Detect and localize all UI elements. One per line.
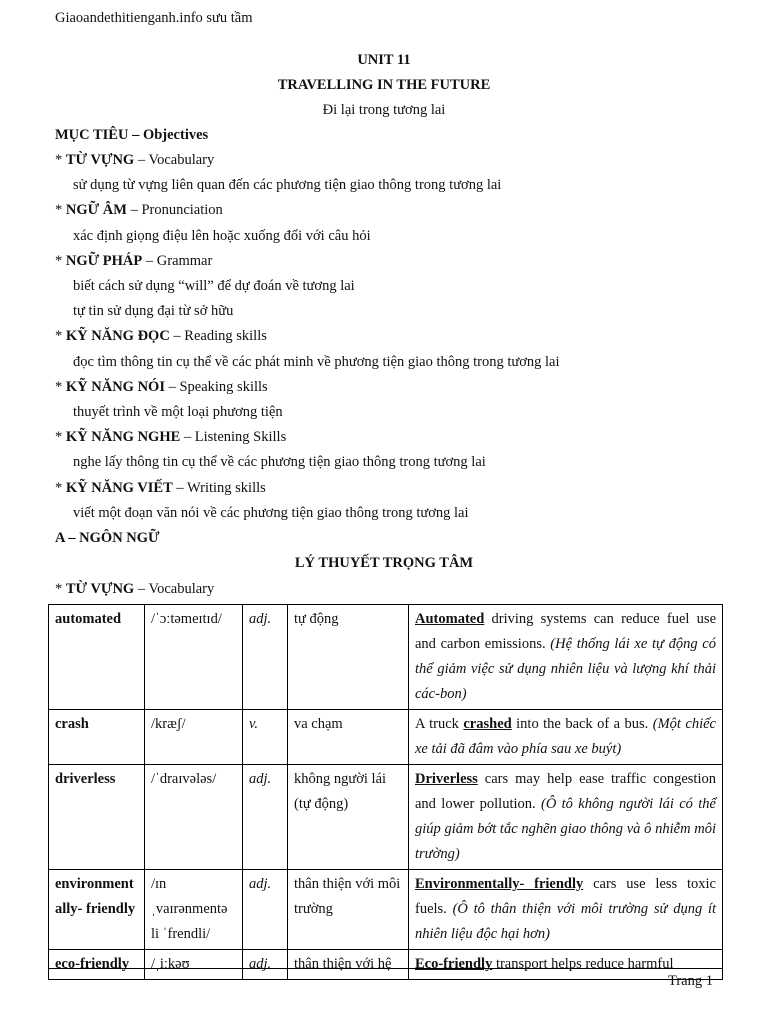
objective-english: Reading skills [184,328,267,345]
example-prefix: A truck [415,716,464,732]
example-keyword: crashed [463,716,512,732]
unit-subtitle: Đi lại trong tương lai [322,102,446,118]
vocab-meaning: va chạm [288,710,409,765]
objective-detail: xác định giọng điệu lên hoặc xuống đối với câu hỏi [73,227,371,244]
page-number: Trang 1 [668,973,713,989]
objective-english: Grammar [156,252,213,269]
example-sentence: cars may help ease traffic congestion and lower pollution. [415,771,716,812]
section-a-heading: A – NGÔN NGỮ [55,530,160,546]
objective-label: NGỮ PHÁP [65,252,143,269]
vocab-meaning: thân thiện với môi trường [288,870,409,950]
objective-item: * NGỮ PHÁP – Grammar [55,252,213,269]
vocab-part-of-speech: adj. [243,950,288,980]
vocab-row [49,765,723,870]
example-translation: (Hệ thống lái xe tự động có thể giảm việc sử dụng nhiên liệu và lượng khí thải các-bon) [415,636,716,702]
vocab-word: environment ally- friendly [49,870,145,950]
objectives-heading: MỤC TIÊU – Objectives [55,127,209,143]
vocab-example [409,710,723,765]
vocab-part-of-speech: adj. [243,870,288,950]
objective-detail: biết cách sử dụng “will” để dự đoán về tương lai [73,278,355,294]
vocab-meaning: tự động [288,605,409,710]
unit-label: UNIT 11 [357,52,411,68]
example-sentence: transport helps reduce harmful [492,956,674,972]
vocab-row [49,605,723,710]
objective-english: Vocabulary [148,152,215,168]
vocab-heading: * TỪ VỰNG – Vocabulary [55,581,215,597]
objective-english: Speaking skills [179,378,268,395]
objective-item: * KỸ NĂNG NÓI – Speaking skills [55,378,268,395]
vocab-word: driverless [49,765,145,870]
example-keyword: Environmentally- friendly [415,876,584,892]
objective-english: Listening Skills [194,429,287,446]
vocab-row [49,870,723,950]
objective-label: KỸ NĂNG NÓI [65,378,165,395]
vocabulary-table [48,604,723,980]
vocab-meaning: thân thiện với hệ [288,950,409,980]
example-translation: (Một chiếc xe tải đã đâm vào phía sau xe buýt) [415,716,716,757]
vocab-ipa: /ˈdraɪvələs/ [145,765,243,870]
objective-item: * NGỮ ÂM – Pronunciation [55,202,223,219]
vocab-word: automated [49,605,145,710]
objective-detail: sử dụng từ vựng liên quan đến các phương tiện giao thông trong tương lai [73,177,502,194]
objective-detail: nghe lấy thông tin cụ thể về các phương tiện giao thông trong tương lai [73,454,486,471]
theory-title: LÝ THUYẾT TRỌNG TÂM [294,555,474,571]
objective-item: * TỪ VỰNG – Vocabulary [55,152,215,168]
objective-label: KỸ NĂNG ĐỌC [65,328,170,345]
objective-detail: tự tin sử dụng đại từ sở hữu [73,303,234,320]
vocab-ipa: /ˈɔːtəmeɪtɪd/ [145,605,243,710]
objective-label: NGỮ ÂM [65,202,127,219]
example-sentence: driving systems can reduce fuel use and carbon emissions. [415,611,716,652]
unit-title: TRAVELLING IN THE FUTURE [277,77,491,93]
example-sentence: cars use less toxic fuels. [415,876,716,917]
vocab-ipa: /kræʃ/ [145,710,243,765]
vocab-part-of-speech: adj. [243,605,288,710]
objective-item: * KỸ NĂNG VIẾT – Writing skills [55,479,266,496]
vocab-part-of-speech: v. [243,710,288,765]
objective-detail: thuyết trình về một loại phương tiện [73,404,283,420]
page-header: Giaoandethitienganh.info sưu tầm [55,10,253,26]
vocab-row [49,950,723,980]
vocab-example [409,765,723,870]
objective-item: * KỸ NĂNG NGHE – Listening Skills [55,429,287,446]
vocab-part-of-speech: adj. [243,765,288,870]
objective-english: Writing skills [187,479,266,496]
example-keyword: Driverless [415,771,478,787]
vocab-heading-en: Vocabulary [148,581,215,597]
vocab-heading-label: TỪ VỰNG [65,581,135,597]
vocab-meaning: không người lái (tự động) [288,765,409,870]
example-translation: (Ô tô không người lái có thể giúp giảm bớt tắc nghẽn giao thông và ô nhiễm môi trường) [415,796,716,862]
vocab-example [409,870,723,950]
example-translation: (Ô tô thân thiện với môi trường sử dụng ít nhiên liệu độc hại hơn) [415,901,717,942]
vocab-word: eco-friendly [49,950,145,980]
footer-rule [48,968,722,969]
vocab-ipa: /ɪn ˌvaɪrənmentə li ˈfrendli/ [145,870,243,950]
example-sentence: into the back of a bus. [511,716,653,732]
vocab-word: crash [49,710,145,765]
example-keyword: Eco-friendly [415,956,493,972]
objective-item: * KỸ NĂNG ĐỌC – Reading skills [55,328,267,345]
objective-label: KỸ NĂNG VIẾT [65,479,173,496]
objective-english: Pronunciation [141,202,223,219]
vocab-example [409,605,723,710]
example-keyword: Automated [415,611,485,627]
vocab-ipa: /ˌiːkəʊ [145,950,243,980]
objective-label: KỸ NĂNG NGHE [65,429,181,446]
objective-label: TỪ VỰNG [65,152,135,168]
objective-detail: viết một đoạn văn nói về các phương tiện giao thông trong tương lai [73,504,469,521]
vocab-row [49,710,723,765]
objective-detail: đọc tìm thông tin cụ thể về các phát minh về phương tiện giao thông trong tương lai [73,353,560,370]
